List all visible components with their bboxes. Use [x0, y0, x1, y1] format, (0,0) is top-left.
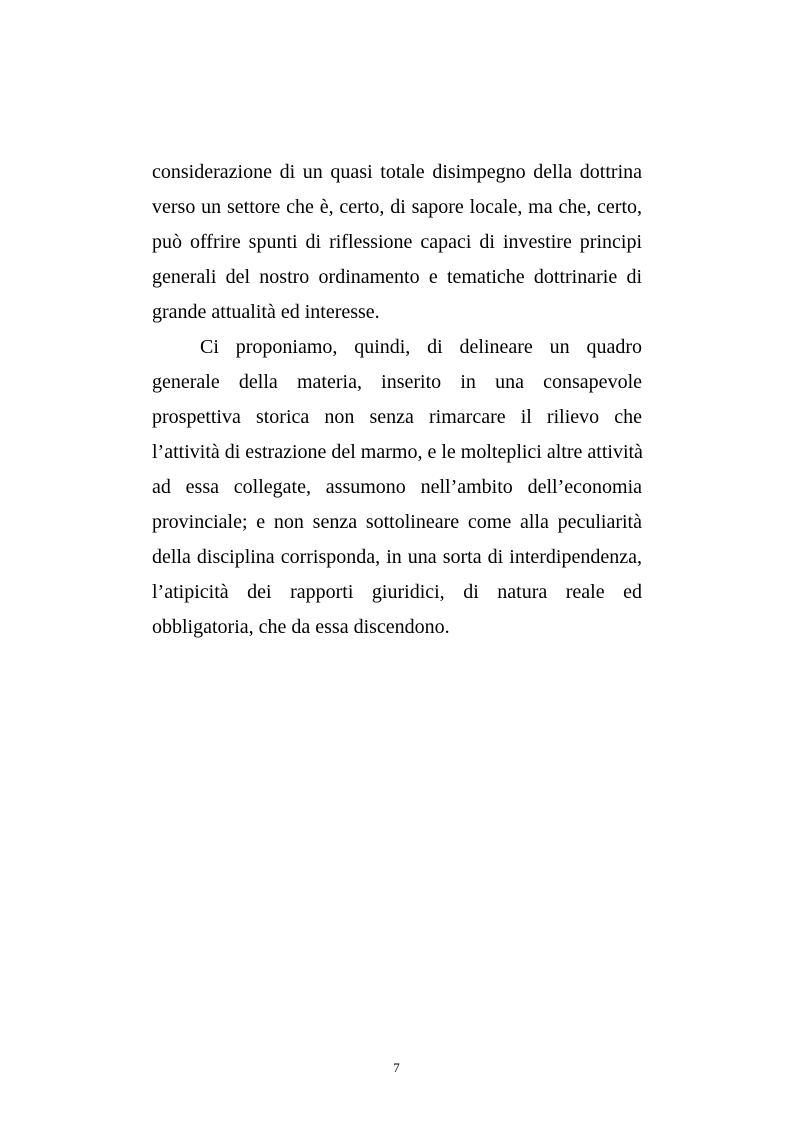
- text-line: provinciale; e non senza sottolineare come alla peculiarità: [152, 511, 642, 533]
- text-line: generale della materia, inserito in una consapevole: [152, 371, 642, 393]
- text-line: considerazione di un quasi totale disimpegno della dottrina: [152, 161, 642, 183]
- text-line: l’atipicità dei rapporti giuridici, di natura reale ed: [152, 581, 642, 603]
- text-line: grande attualità ed interesse.: [152, 301, 380, 323]
- text-line: obbligatoria, che da essa discendono.: [152, 616, 450, 638]
- text-line: prospettiva storica non senza rimarcare il rilievo che: [152, 406, 642, 428]
- text-line: verso un settore che è, certo, di sapore locale, ma che, certo,: [152, 196, 642, 218]
- text-line: l’attività di estrazione del marmo, e le molteplici altre attività: [152, 441, 643, 463]
- paragraph-1: [152, 155, 642, 330]
- text-line: generali del nostro ordinamento e tematiche dottrinarie di: [152, 266, 642, 288]
- paragraph-2: [152, 330, 642, 645]
- text-line: della disciplina corrisponda, in una sorta di interdipendenza,: [152, 546, 642, 568]
- page-number: 7: [393, 1060, 400, 1075]
- text-line: ad essa collegate, assumono nell’ambito dell’economia: [152, 476, 642, 498]
- text-line: Ci proponiamo, quindi, di delineare un quadro: [200, 336, 642, 358]
- text-line: può offrire spunti di riflessione capaci di investire principi: [152, 231, 642, 253]
- body-text: [152, 155, 642, 645]
